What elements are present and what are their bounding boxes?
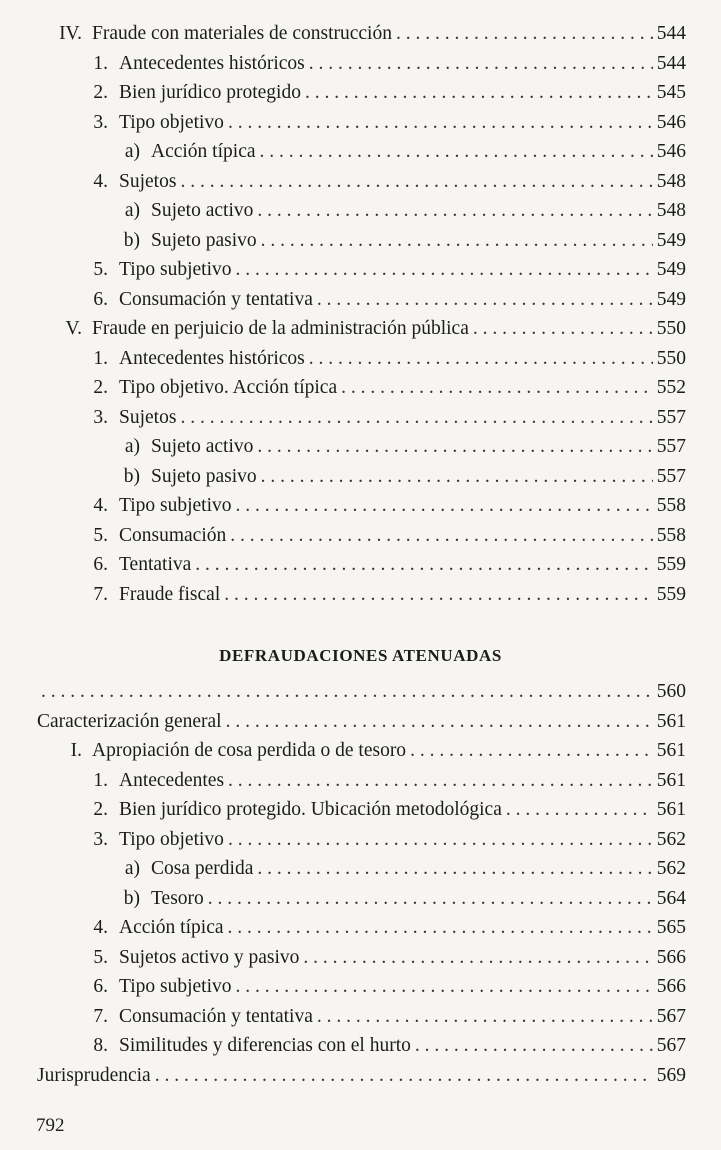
toc-entry-label: Bien jurídico protegido [119, 82, 301, 103]
toc-entry-page: 545 [656, 82, 686, 103]
toc-entry-page: 549 [656, 229, 686, 251]
toc-entry-page: 549 [656, 259, 686, 280]
toc-entry-page: 546 [656, 111, 686, 133]
dot-leader [317, 1003, 653, 1031]
toc-entry-label: Consumación [119, 524, 227, 546]
dot-leader [236, 256, 653, 284]
dot-leader [257, 197, 652, 225]
page-number: 792 [36, 1115, 65, 1136]
toc-entry [0, 885, 686, 913]
toc-entry-number: 5. [93, 524, 108, 546]
dot-leader [230, 522, 653, 550]
toc-entry-number: 1. [93, 769, 108, 791]
toc-entry-label: Tentativa [119, 554, 192, 575]
toc-entry-page: 549 [656, 288, 686, 310]
toc-entry-number: 2. [93, 82, 108, 103]
toc-entry-number: 3. [93, 111, 108, 133]
toc-entry [0, 1032, 686, 1060]
toc-entry-label: Caracterización general [37, 710, 222, 732]
dot-leader [228, 109, 653, 137]
toc-entry [0, 138, 686, 166]
toc-entry-page: 558 [656, 524, 686, 546]
dot-leader [261, 463, 653, 491]
toc-entry-label: Cosa perdida [151, 858, 254, 879]
dot-leader [257, 433, 652, 461]
toc-entry [0, 345, 686, 373]
toc-entry [0, 678, 686, 706]
toc-entry-page: 557 [656, 406, 686, 428]
toc-entry [0, 197, 686, 225]
dot-leader [473, 315, 653, 343]
toc-entry-number: 4. [93, 495, 108, 516]
toc-entry-page: 548 [656, 170, 686, 192]
toc-entry-label: Tipo objetivo. Acción típica [119, 377, 338, 398]
dot-leader [236, 492, 653, 520]
toc-entry-number: I. [70, 740, 82, 761]
dot-leader [236, 973, 653, 1001]
toc-entry-number: 6. [93, 288, 108, 310]
toc-entry-page: 559 [656, 583, 686, 605]
toc-entry-label: Tesoro [151, 887, 204, 909]
toc-entry-number: a) [124, 436, 140, 457]
toc-entry-label: Tipo subjetivo [119, 259, 232, 280]
dot-leader [309, 50, 653, 78]
toc-entry-page: 566 [656, 946, 686, 968]
dot-leader [506, 796, 653, 824]
toc-entry-page: 546 [656, 141, 686, 162]
toc-entry-page: 561 [656, 710, 686, 732]
toc-entry [0, 1062, 686, 1090]
toc-entry-page: 569 [656, 1064, 686, 1086]
toc-entry [0, 973, 686, 1001]
toc-entry-label: Similitudes y diferencias con el hurto [119, 1035, 411, 1056]
toc-entry [0, 109, 686, 137]
toc-entry [0, 168, 686, 196]
toc-entry-page: 560 [656, 681, 686, 702]
toc-entry-number: 5. [93, 946, 108, 968]
toc-entry-label: Consumación y tentativa [119, 288, 313, 310]
dot-leader [415, 1032, 653, 1060]
toc-entry [0, 767, 686, 795]
toc-entry-page: 558 [656, 495, 686, 516]
toc-entry-page: 550 [656, 347, 686, 369]
toc-entry-number: IV. [59, 23, 82, 44]
toc-entry [0, 315, 686, 343]
dot-leader [228, 914, 653, 942]
toc-entry-number: 7. [93, 1005, 108, 1027]
toc-entry [0, 1003, 686, 1031]
dot-leader [260, 138, 653, 166]
toc-entry-page: 561 [656, 740, 686, 761]
toc-entry [0, 79, 686, 107]
toc-entry-label: Sujeto pasivo [151, 465, 257, 487]
dot-leader [410, 737, 653, 765]
toc-entry-number: a) [124, 141, 140, 162]
toc-entry-page: 552 [656, 377, 686, 398]
toc-entry-label: Sujeto activo [151, 200, 254, 221]
toc-entry [0, 581, 686, 609]
dot-leader [41, 678, 653, 706]
toc-entry-number: 6. [93, 976, 108, 997]
toc-entry-label: Tipo subjetivo [119, 495, 232, 516]
toc-entry-label: Tipo objetivo [119, 828, 224, 850]
toc-entry-number: 7. [93, 583, 108, 605]
section-heading: DEFRAUDACIONES ATENUADAS [219, 646, 502, 665]
toc-entry-page: 564 [656, 887, 686, 909]
dot-leader [208, 885, 653, 913]
toc-entry [0, 374, 686, 402]
toc-entry [0, 855, 686, 883]
toc-entry-label: Antecedentes históricos [119, 347, 305, 369]
toc-entry-label: Acción típica [119, 917, 224, 938]
dot-leader [303, 944, 652, 972]
toc-entry-number: a) [124, 200, 140, 221]
toc-entry-page: 557 [656, 436, 686, 457]
toc-entry [0, 826, 686, 854]
toc-entry [0, 50, 686, 78]
toc-entry-number: 8. [93, 1035, 108, 1056]
dot-leader [261, 227, 653, 255]
dot-leader [317, 286, 653, 314]
toc-entry [0, 256, 686, 284]
toc-entry-page: 567 [656, 1035, 686, 1056]
toc-entry-label: Bien jurídico protegido. Ubicación metodológica [119, 799, 502, 820]
dot-leader [228, 826, 653, 854]
toc-entry-label: Antecedentes [119, 769, 225, 791]
toc-entry-page: 544 [656, 52, 686, 74]
toc-entry-page: 559 [656, 554, 686, 575]
toc-entry-page: 550 [656, 318, 686, 339]
toc-entry-number: 5. [93, 259, 108, 280]
toc-entry-number: 6. [93, 554, 108, 575]
dot-leader [228, 767, 653, 795]
toc-entry-label: Jurisprudencia [37, 1064, 151, 1086]
toc-entry-page: 565 [656, 917, 686, 938]
toc-entry-label: Fraude en perjuicio de la administración pública [92, 318, 469, 339]
toc-entry [0, 737, 686, 765]
toc-entry [0, 796, 686, 824]
toc-entry [0, 20, 686, 48]
toc-entry-label: Sujetos [119, 406, 177, 428]
toc-entry-label: Sujetos [119, 170, 177, 192]
toc-entry-number: 3. [93, 828, 108, 850]
toc-entry [0, 522, 686, 550]
toc-entry-label: Tipo subjetivo [119, 976, 232, 997]
toc-entry-page: 562 [656, 858, 686, 879]
dot-leader [180, 404, 652, 432]
dot-leader [257, 855, 652, 883]
toc-entry [0, 433, 686, 461]
toc-entry-label: Sujetos activo y pasivo [119, 946, 300, 968]
dot-leader [226, 708, 653, 736]
toc-entry-page: 562 [656, 828, 686, 850]
toc-entry [0, 944, 686, 972]
toc-entry [0, 708, 686, 736]
toc-entry-label: Sujeto pasivo [151, 229, 257, 251]
toc-entry-number: 2. [93, 799, 108, 820]
toc-entry [0, 286, 686, 314]
toc-entry [0, 463, 686, 491]
toc-entry-label: Tipo objetivo [119, 111, 224, 133]
toc-entry-number: b) [123, 465, 140, 487]
toc-entry-label: Apropiación de cosa perdida o de tesoro [92, 740, 407, 761]
toc-entry-number: a) [124, 858, 140, 879]
toc-entry-number: b) [123, 887, 140, 909]
toc-entry-page: 561 [656, 769, 686, 791]
dot-leader [195, 551, 652, 579]
toc-entry-page: 561 [656, 799, 686, 820]
toc-entry [0, 492, 686, 520]
toc-entry-number: 4. [93, 917, 108, 938]
toc-entry [0, 914, 686, 942]
toc-entry-label: Fraude fiscal [119, 583, 221, 605]
toc-entry-label: Fraude con materiales de construcción [92, 23, 392, 44]
toc-entry-page: 566 [656, 976, 686, 997]
dot-leader [341, 374, 653, 402]
toc-entry-number: 4. [93, 170, 108, 192]
toc-entry-number: V. [65, 318, 82, 339]
toc-entry-number: 1. [93, 347, 108, 369]
toc-entry [0, 551, 686, 579]
toc-entry-page: 567 [656, 1005, 686, 1027]
dot-leader [224, 581, 652, 609]
toc-entry-number: 1. [93, 52, 108, 74]
toc-entry-label: Consumación y tentativa [119, 1005, 313, 1027]
toc-entry-number: b) [123, 229, 140, 251]
toc-entry-label: Sujeto activo [151, 436, 254, 457]
toc-entry-label: Antecedentes históricos [119, 52, 305, 74]
toc-entry-number: 3. [93, 406, 108, 428]
toc-entry-number: 2. [93, 377, 108, 398]
dot-leader [305, 79, 653, 107]
toc-entry-page: 544 [656, 23, 686, 44]
dot-leader [180, 168, 652, 196]
dot-leader [396, 20, 653, 48]
toc-entry-label: Acción típica [151, 141, 256, 162]
toc-entry-page: 548 [656, 200, 686, 221]
toc-entry-page: 557 [656, 465, 686, 487]
toc-entry [0, 404, 686, 432]
toc-entry [0, 227, 686, 255]
dot-leader [155, 1062, 653, 1090]
dot-leader [309, 345, 653, 373]
